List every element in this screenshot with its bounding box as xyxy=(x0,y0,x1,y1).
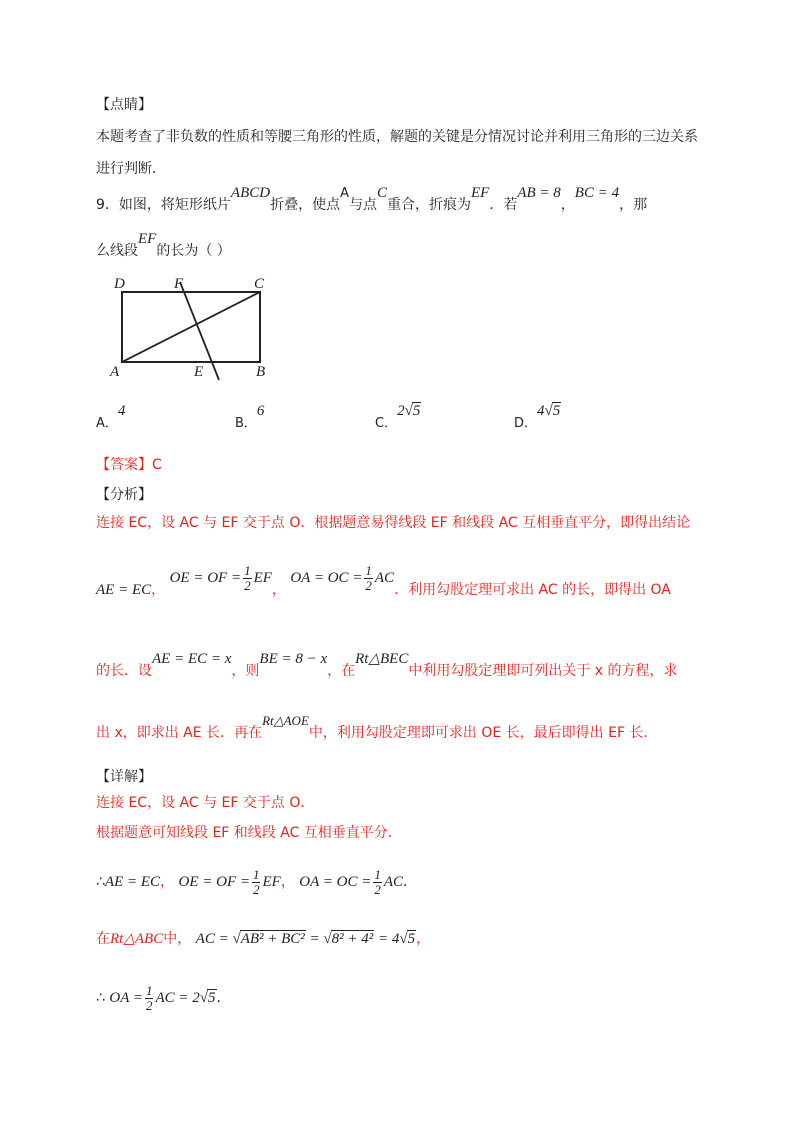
analysis-line2 xyxy=(96,563,671,605)
q-text: ，那 xyxy=(619,197,648,213)
analysis-line1: 连接 EC，设 AC 与 EF 交于点 O．根据题意易得线段 EF 和线段 AC 互相垂直平分，即得出结论 xyxy=(96,515,691,531)
q-text: ．若 xyxy=(489,197,518,213)
text: 中利用勾股定理即可列出关于 x 的方程，求 xyxy=(408,663,678,679)
q-math-ef: EF xyxy=(138,231,157,247)
sep: ． xyxy=(403,873,417,890)
radicand: 5 xyxy=(208,989,216,1006)
math-expr: OE = OF = xyxy=(169,569,242,586)
q-text: 的长为（ ） xyxy=(156,243,231,259)
frac-den: 2 xyxy=(145,998,153,1013)
option-d-label: D． xyxy=(514,416,538,431)
therefore-symbol: ∴ xyxy=(96,989,105,1006)
label-c: C xyxy=(254,276,265,292)
option-a-label: A． xyxy=(96,416,118,431)
detail-line2: 根据题意可知线段 EF 和线段 AC 互相垂直平分． xyxy=(96,825,402,841)
math-expr: OA = OC = xyxy=(290,569,363,586)
q-text: 折叠，使点 xyxy=(270,197,341,213)
label-f: F xyxy=(174,276,184,292)
frac-num: 1 xyxy=(252,867,260,882)
label-d: D xyxy=(114,276,125,292)
option-b-value: 6 xyxy=(256,403,265,419)
math-expr: Rt△ABC xyxy=(110,931,164,947)
detail-line5: ∴ OA = $\frac{1}{2}$ AC = 2√5． xyxy=(96,983,231,1013)
option-d: D．4√5 xyxy=(514,403,561,431)
math-expr: AE = EC = x xyxy=(152,651,232,667)
q-math-abcd: ABCD xyxy=(230,185,271,201)
frac-den: 2 xyxy=(244,578,251,593)
analysis-heading: 【分析】 xyxy=(96,487,152,503)
therefore-symbol: ∴ xyxy=(96,873,105,890)
q-point-a: A xyxy=(340,186,349,201)
text: 的长．设 xyxy=(96,663,152,679)
q-text: 重合，折痕为 xyxy=(387,197,472,213)
sep: ， xyxy=(160,873,175,890)
q-text: ， xyxy=(560,197,575,213)
detail-line4: 在Rt△ABC中， AC = √AB² + BC² = √8² + 4² = 4√5， xyxy=(96,931,431,947)
sep: ， xyxy=(151,581,166,598)
text: 出 x，即求出 AE 长．再在 xyxy=(96,725,263,741)
option-c-label: C． xyxy=(375,416,398,431)
math-expr: Rt△AOE xyxy=(262,713,309,728)
q-text: 么线段 xyxy=(96,243,138,259)
question-line2 xyxy=(96,231,231,260)
sep: ， xyxy=(271,581,286,598)
option-a-value: 4 xyxy=(117,403,126,419)
label-a: A xyxy=(110,364,120,380)
text: ．利用勾股定理可求出 AC 的长，即得出 OA xyxy=(394,581,671,598)
answer-value: C xyxy=(152,457,162,473)
option-c: C．2√5 xyxy=(375,403,421,431)
radicand: 8² + 4² xyxy=(331,931,374,947)
answer-label: 【答案】 xyxy=(96,457,152,473)
detail-heading: 【详解】 xyxy=(96,769,152,785)
math-expr: AC = 2 xyxy=(155,989,200,1006)
dianjing-heading: 【点睛】 xyxy=(96,97,152,113)
radicand: AB² + BC² xyxy=(240,931,305,947)
option-c-radicand: 5 xyxy=(412,403,421,419)
q-text: 与点 xyxy=(349,197,377,213)
math-expr: OA = OC = xyxy=(299,873,372,890)
option-d-radicand: 5 xyxy=(552,403,561,419)
detail-line1: 连接 EC，设 AC 与 EF 交于点 O． xyxy=(96,795,315,811)
text: ，则 xyxy=(231,663,260,679)
option-a xyxy=(96,403,126,432)
q-math-bc: BC = 4 xyxy=(574,185,620,201)
math-expr: BE = 8 − x xyxy=(259,651,328,667)
analysis-line4 xyxy=(96,713,658,742)
frac-den: 2 xyxy=(252,882,260,897)
analysis-line3 xyxy=(96,651,678,680)
math-expr: Rt△BEC xyxy=(355,651,409,667)
label-b: B xyxy=(256,364,266,380)
frac-den: 2 xyxy=(374,882,381,897)
option-c-coef: 2 xyxy=(397,403,405,419)
q-point-c: C xyxy=(377,185,388,201)
detail-line3 xyxy=(96,868,417,897)
text: 中， xyxy=(163,931,192,947)
label-e: E xyxy=(194,364,204,380)
sep: ， xyxy=(416,931,431,947)
question-line1 xyxy=(96,185,648,214)
diagonal-ac xyxy=(122,292,260,362)
frac-num: 1 xyxy=(365,563,372,578)
text: 在 xyxy=(96,931,110,947)
option-b-label: B． xyxy=(235,416,257,431)
sep: ， xyxy=(280,873,295,890)
q-text: 9．如图，将矩形纸片 xyxy=(96,197,231,213)
math-expr: AE = EC xyxy=(96,581,152,598)
math-expr: AC = xyxy=(195,931,229,947)
math-expr: OE = OF = xyxy=(178,873,250,890)
q-math-ef: EF xyxy=(471,185,490,201)
frac-num: 1 xyxy=(145,983,153,998)
frac-num: 1 xyxy=(244,563,251,578)
math-expr: AC xyxy=(383,873,403,890)
math-expr: OA = xyxy=(109,989,143,1006)
option-d-coef: 4 xyxy=(537,403,545,419)
radicand: 5 xyxy=(407,931,416,947)
option-b xyxy=(235,403,265,432)
math-expr: = 4 xyxy=(378,931,400,947)
sep: ． xyxy=(216,989,231,1006)
math-expr: AE = EC xyxy=(104,873,161,890)
frac-num: 1 xyxy=(374,867,381,882)
answer xyxy=(96,454,162,474)
text: ，在 xyxy=(327,663,356,679)
math-expr: = xyxy=(309,931,320,947)
math-expr: AC xyxy=(374,569,395,586)
q-math-ab: AB = 8 xyxy=(517,185,561,201)
math-expr: EF xyxy=(253,569,272,586)
dianjing-text-line2: 进行判断． xyxy=(96,161,166,177)
math-expr: EF xyxy=(262,873,281,890)
dianjing-text-line1: 本题考查了非负数的性质和等腰三角形的性质，解题的关键是分情况讨论并利用三角形的三边关系 xyxy=(96,129,698,145)
rectangle-fold-figure xyxy=(104,272,284,384)
text: 中，利用勾股定理即可求出 OE 长，最后即得出 EF 长． xyxy=(308,725,658,741)
frac-den: 2 xyxy=(365,578,372,593)
